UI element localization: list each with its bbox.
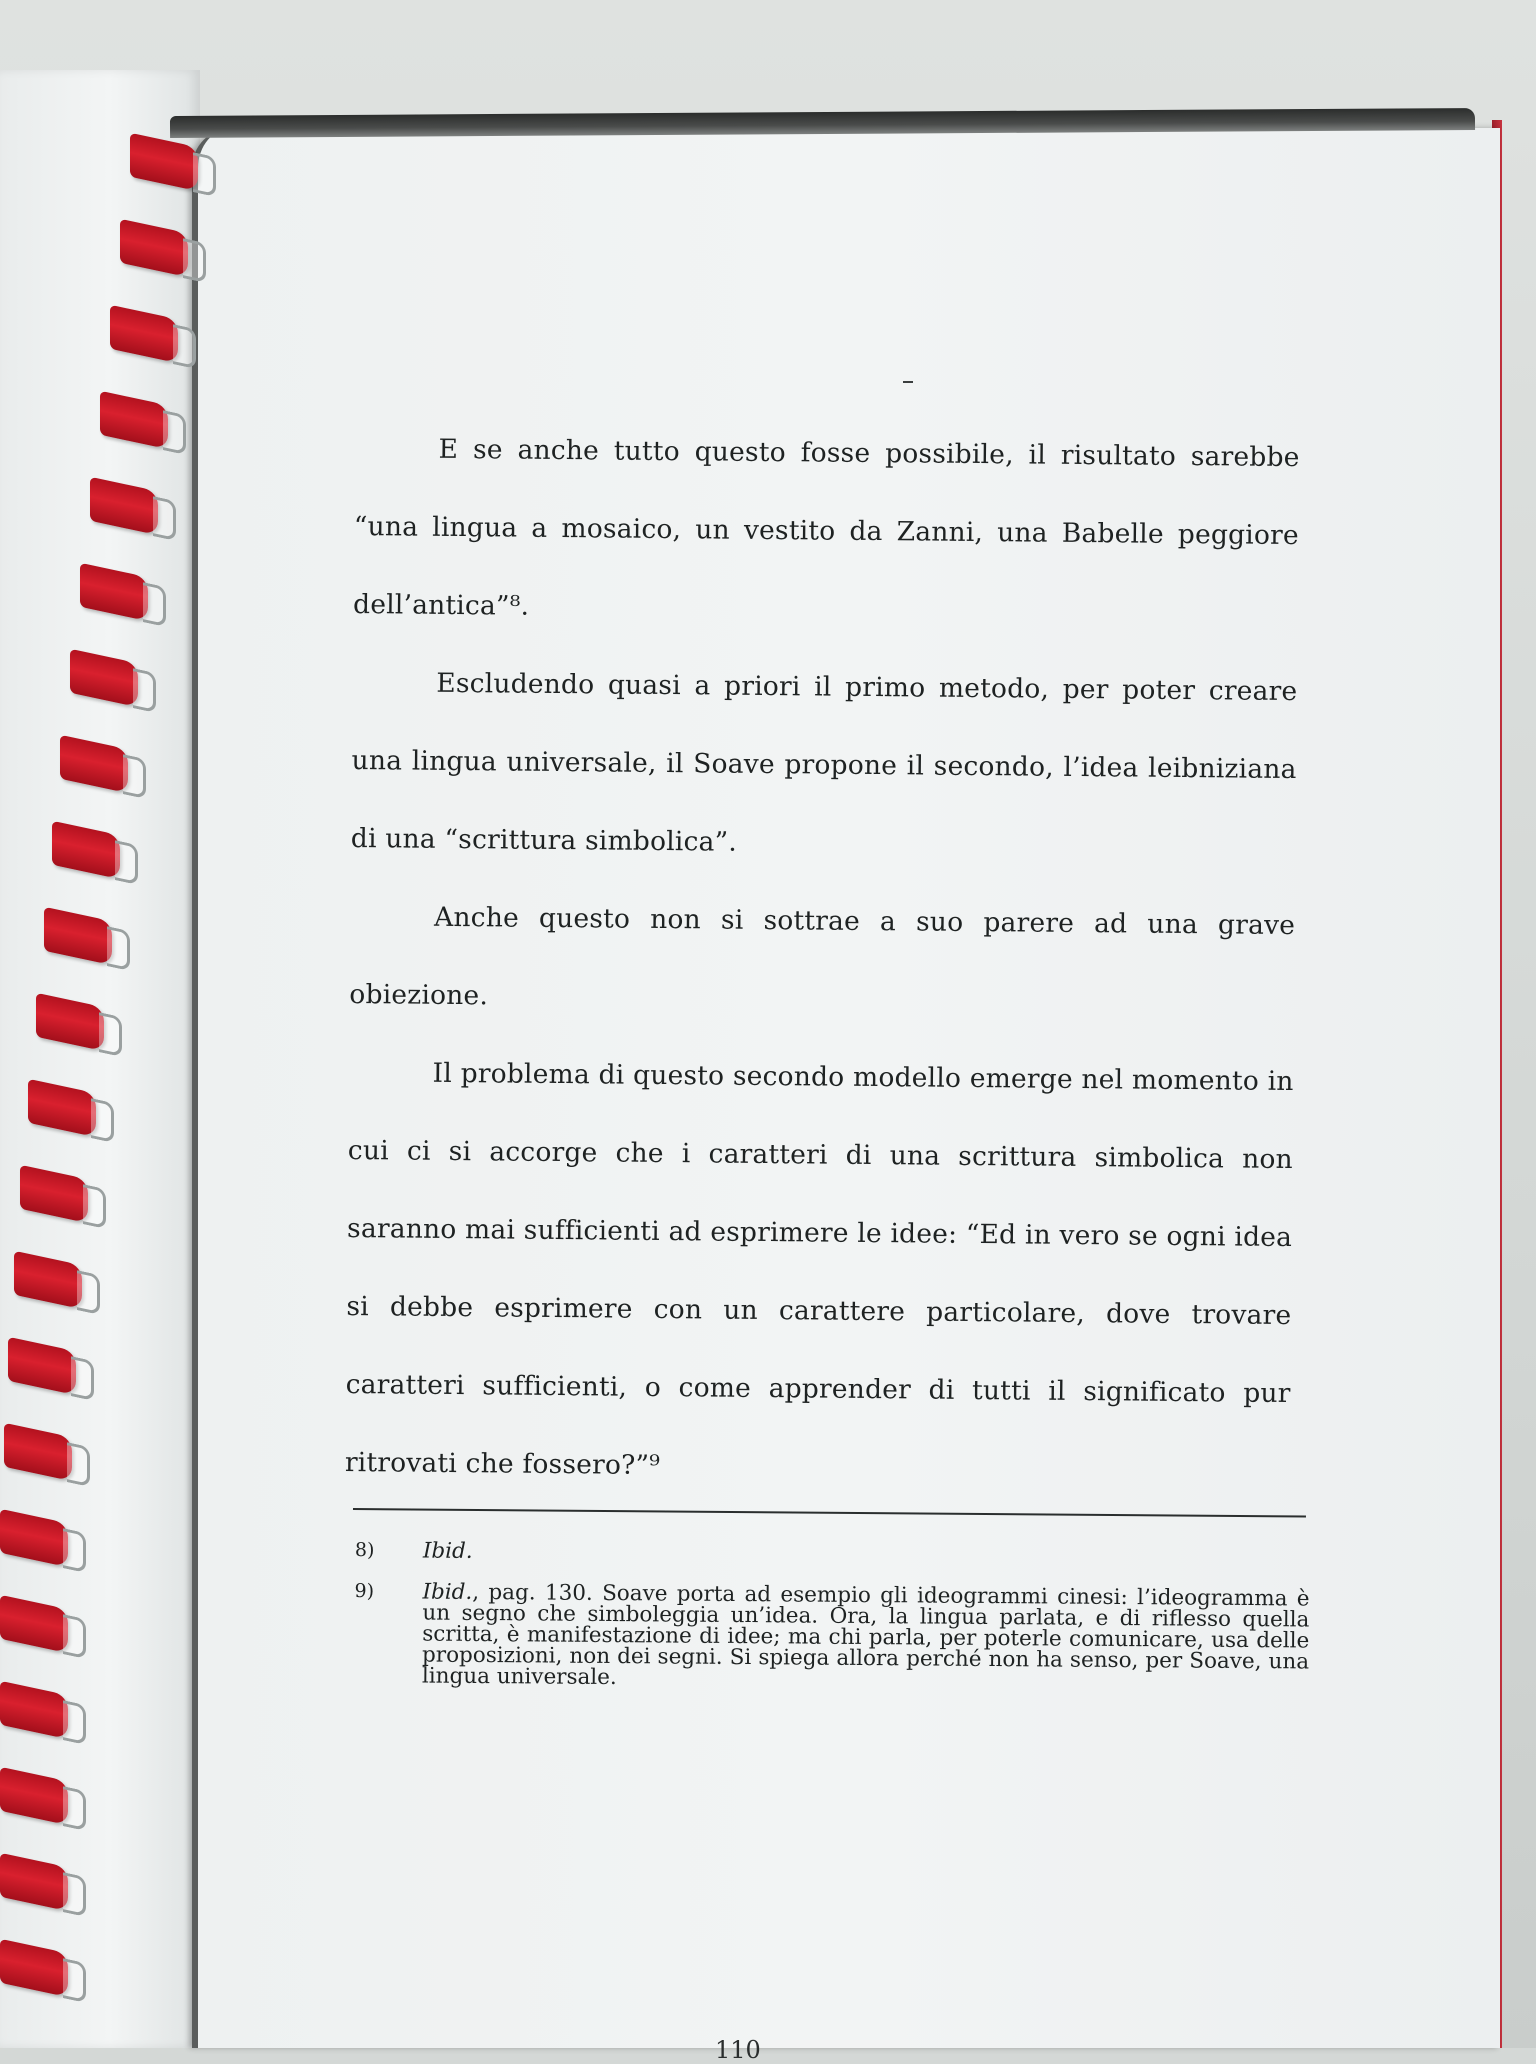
binding-coil [44, 907, 112, 965]
paragraph: Il problema di questo secondo modello emerge nel momento in cui ci si accorge che i caratteri di una scrittura simbolica non saranno mai sufficienti ad esprimere le idee: “Ed in vero se ogni idea si debbe esprimere con un carattere particolare, dove trovare caratteri sufficienti, o come apprender di tutti il significato pur ritrovati che fossero?”⁹ [345, 1034, 1294, 1511]
footnote-number: 9) [355, 1581, 375, 1602]
binding-coil [0, 1939, 68, 1997]
paragraph: Anche questo non si sottrae a suo parere ad una grave obiezione. [349, 878, 1295, 1043]
page-number: 110 [715, 2036, 761, 2064]
binding-coil [100, 391, 168, 449]
footnote-reference: Ibid. [423, 1539, 473, 1564]
binding-coil [4, 1423, 72, 1481]
binding-coil [28, 1079, 96, 1137]
binding-coil [20, 1165, 88, 1223]
binding-coil [36, 993, 104, 1051]
binding-coil [80, 563, 148, 621]
spiral-binding [0, 120, 190, 2048]
footnote-text: , pag. 130. Soave porta ad esempio gli ideogrammi cinesi: l’ideogramma è un segno che simboleggia un’idea. Ora, la lingua parlata, e di riflesso quella scritta, è manifestazione di idee; ma chi parla, per poterle comunicare, usa delle proposizioni, non dei segni. Si spiega allora perché non ha senso, per Soave, una lingua universale. [422, 1580, 1310, 1690]
binding-coil [120, 219, 188, 277]
paragraph: Escludendo quasi a priori il primo metodo, per poter creare una lingua universale, il Soave propone il secondo, l’idea leibniziana di una “scrittura simbolica”. [351, 644, 1298, 887]
binding-coil [0, 1767, 68, 1825]
binding-coil [8, 1337, 76, 1395]
binding-coil [0, 1595, 68, 1653]
binding-coil [0, 1853, 68, 1911]
footnote [354, 1581, 1310, 1693]
footnote-reference: Ibid. [422, 1580, 472, 1605]
binding-coil [60, 735, 128, 793]
binding-coil [14, 1251, 82, 1309]
footnote-number: 8) [355, 1540, 375, 1561]
paragraph: E se anche tutto questo fosse possibile, il risultato sarebbe “una lingua a mosaico, un vestito da Zanni, una Babelle peggiore dell’antica”⁸. [353, 410, 1300, 653]
binding-coil [130, 133, 198, 191]
binding-coil [70, 649, 138, 707]
binding-coil [52, 821, 120, 879]
stray-mark [903, 381, 913, 383]
binding-coil [90, 477, 158, 535]
footnotes [354, 1540, 1310, 1713]
binding-coil [0, 1681, 68, 1739]
binding-coil [0, 1509, 68, 1567]
main-text [345, 410, 1300, 1511]
binding-coil [110, 305, 178, 363]
